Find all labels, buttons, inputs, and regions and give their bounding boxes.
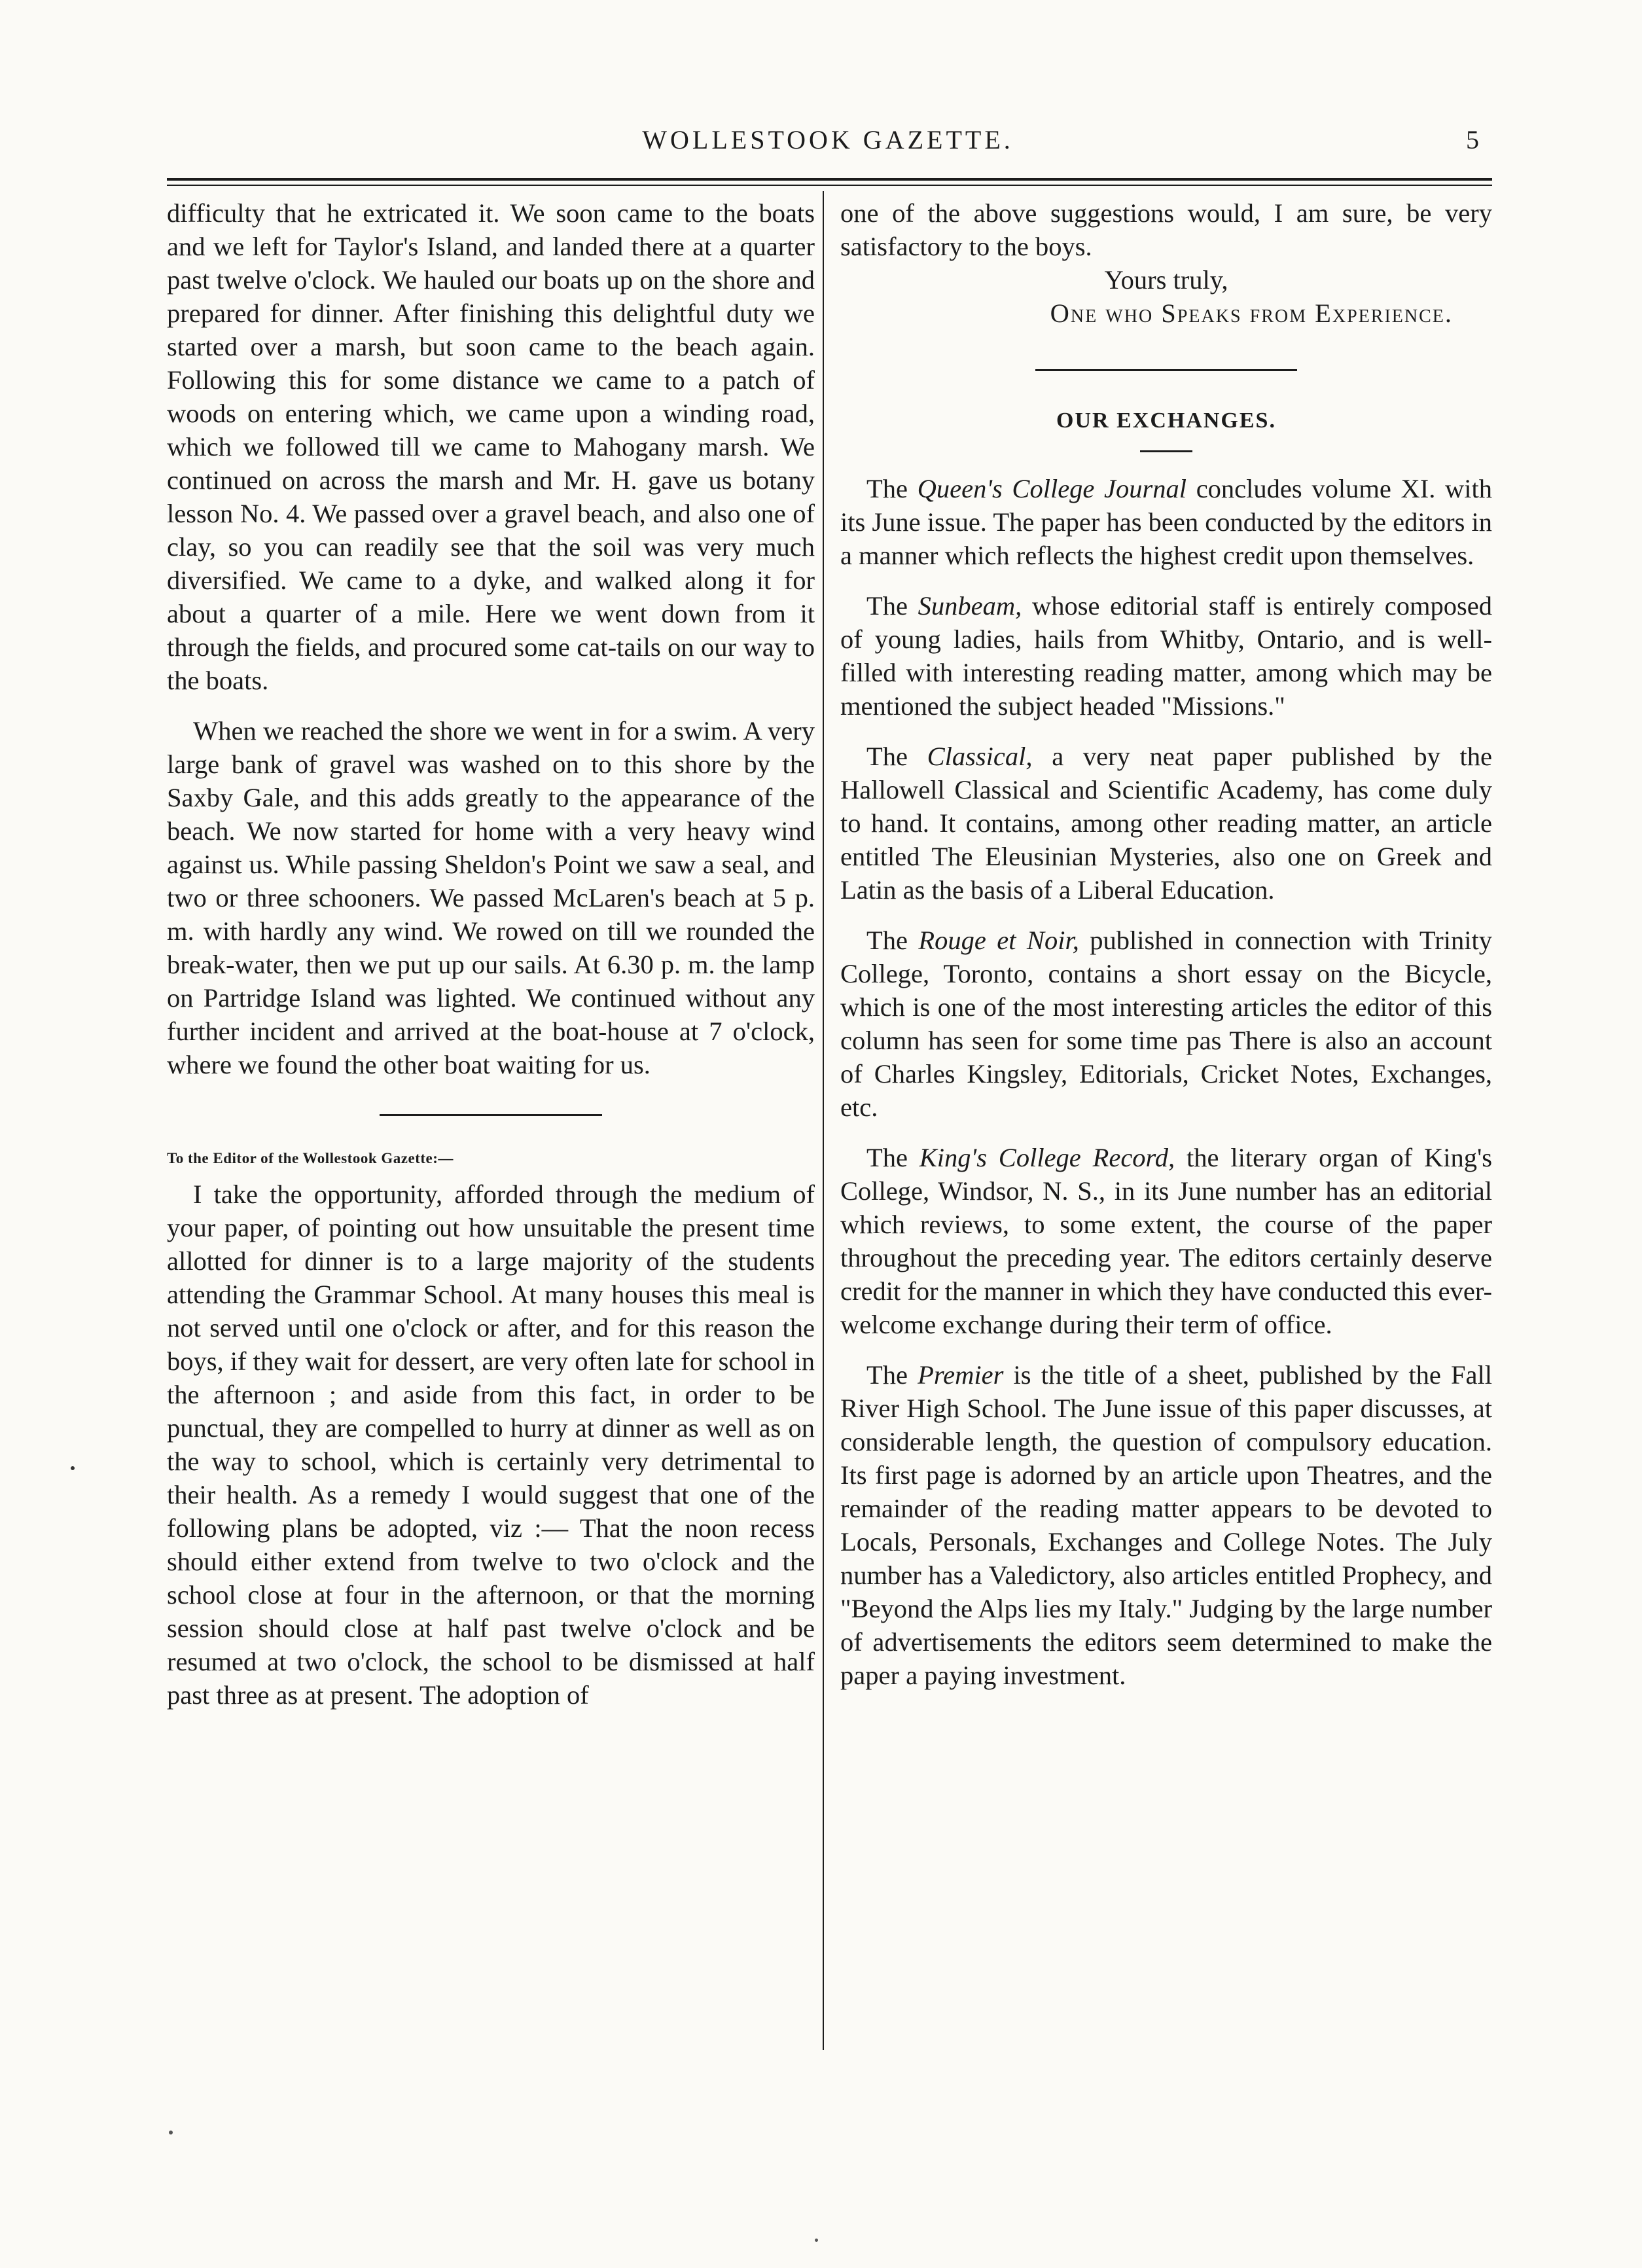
ink-speck <box>71 1466 75 1470</box>
page-header: WOLLESTOOK GAZETTE. <box>642 125 1014 154</box>
exchange-kings-college: The King's College Record, the literary organ of King's College, Windsor, N. S., in its June number has an editorial which reviews, to some extent, the course of the paper throughout the preceding year. The editors certainly deserve credit for the manner in which they have conducted this ever-welcome exchange during their term of office. <box>840 1143 1493 1339</box>
letter-body: I take the opportunity, afforded through the medium of your paper, of pointing out how unsuitable the present time allotted for dinner is to a large majority of the students attending the Grammar School. At many houses this meal is not served until one o'clock or after, and for this reason the boys, if they wait for dessert, are very often late for school in the afternoon ; and aside from this fact, in order to be punctual, they are compelled to hurry at dinner as well as on the way to school, which is certainly very detrimental to their health. As a remedy I would suggest that one of the following plans be adopted, viz :— That the noon recess should either extend from twelve to two o'clock and the school close at four in the afternoon, or that the morning session should close at half past twelve o'clock and be resumed at two o'clock, the school to be dismissed at half past three as at present. The adoption of <box>167 1179 815 1710</box>
column-divider <box>823 191 824 2050</box>
header-rule <box>167 178 1492 181</box>
exchange-sunbeam: The Sunbeam, whose editorial staff is entirely composed of young ladies, hails from Whitby, Ontario, and is well-filled with interesting reading matter, among which may be mentioned the subject headed "Missions." <box>840 591 1492 721</box>
publication-title: Classical, <box>927 742 1033 771</box>
letter-signature: One who Speaks from Experience. <box>1050 298 1453 328</box>
exchange-premier: The Premier is the title of a sheet, published by the Fall River High School. The June issue of this paper discusses, at considerable length, the question of compulsory education. Its first page is adorned by an article upon Theatres, and the remainder of the reading matter appears to be devoted to Locals, Personals, Exchanges and College Notes. The July number has a Valedictory, also articles entitled Prophecy, and "Beyond the Alps lies my Italy." Judging by the large number of advertisements the editors seem determined to make the paper a paying investment. <box>840 1360 1492 1690</box>
publication-title: Rouge et Noir, <box>918 926 1079 955</box>
exchange-rouge-et-noir: The Rouge et Noir, published in connection with Trinity College, Toronto, contains a short essay on the Bicycle, which is one of the most interesting articles the editor of this column has seen for some time pas There is also an account of Charles Kingsley, Editorials, Cricket Notes, Exchanges, etc. <box>840 926 1492 1122</box>
section-divider <box>380 1114 602 1116</box>
ink-speck <box>815 2239 818 2242</box>
section-divider <box>1035 369 1297 371</box>
page-number: 5 <box>1466 125 1479 154</box>
exchange-classical: The Classical, a very neat paper published by the Hallowell Classical and Scientific Academy, has come duly to hand. It contains, among other reading matter, an article entitled The Eleusinian Mysteries, also one on Greek and Latin as the basis of a Liberal Education. <box>840 742 1492 905</box>
trip-paragraph-2: When we reached the shore we went in for a swim. A very large bank of gravel was washed on to this shore by the Saxby Gale, and this adds greatly to the appearance of the beach. We now started for home with a very heavy wind against us. While passing Sheldon's Point we saw a seal, and two or three schooners. We passed McLaren's beach at 5 p. m. with hardly any wind. We rowed on till we rounded the break-water, then we put up our sails. At 6.30 p. m. the lamp on Partridge Island was lighted. We continued without any further incident and arrived at the boat-house at 7 o'clock, where we found the other boat waiting for us. <box>167 716 815 1079</box>
letter-salutation: To the Editor of the Wollestook Gazette:— <box>167 1150 454 1166</box>
letter-continuation: one of the above suggestions would, I am sure, be very satisfactory to the boys. <box>840 198 1492 261</box>
trip-paragraph-1: difficulty that he extricated it. We soon came to the boats and we left for Taylor's Island, and landed there at a quarter past twelve o'clock. We hauled our boats up on the shore and prepared for dinner. After finishing this delightful duty we started over a marsh, but soon came to the beach again. Following this for some distance we came to a patch of woods on entering which, we came upon a winding road, which we followed till we came to Mahogany marsh. We continued on across the marsh and Mr. H. gave us botany lesson No. 4. We passed over a gravel beach, and also one of clay, so you can readily see that the soil was very much diversified. We came to a dyke, and walked along it for about a quarter of a mile. Here we went down from it through the fields, and procured some cat-tails on our way to the boats. <box>167 198 815 695</box>
publication-title: Sunbeam, <box>918 591 1022 621</box>
publication-title: Queen's College Journal <box>917 474 1187 503</box>
section-heading: OUR EXCHANGES. <box>1056 408 1276 433</box>
ink-speck <box>169 2131 173 2134</box>
publication-title: King's College Record, <box>919 1143 1175 1172</box>
publication-title: Premier <box>918 1360 1004 1390</box>
right-column <box>840 196 1492 1692</box>
exchange-queens: The Queen's College Journal concludes volume XI. with its June issue. The paper has been conducted by the editors in a manner which reflects the highest credit upon themselves. <box>840 474 1492 570</box>
header-rule-thin <box>167 185 1492 186</box>
heading-rule <box>1140 450 1192 452</box>
letter-closing: Yours truly, <box>1104 265 1228 295</box>
left-column <box>167 196 815 1712</box>
